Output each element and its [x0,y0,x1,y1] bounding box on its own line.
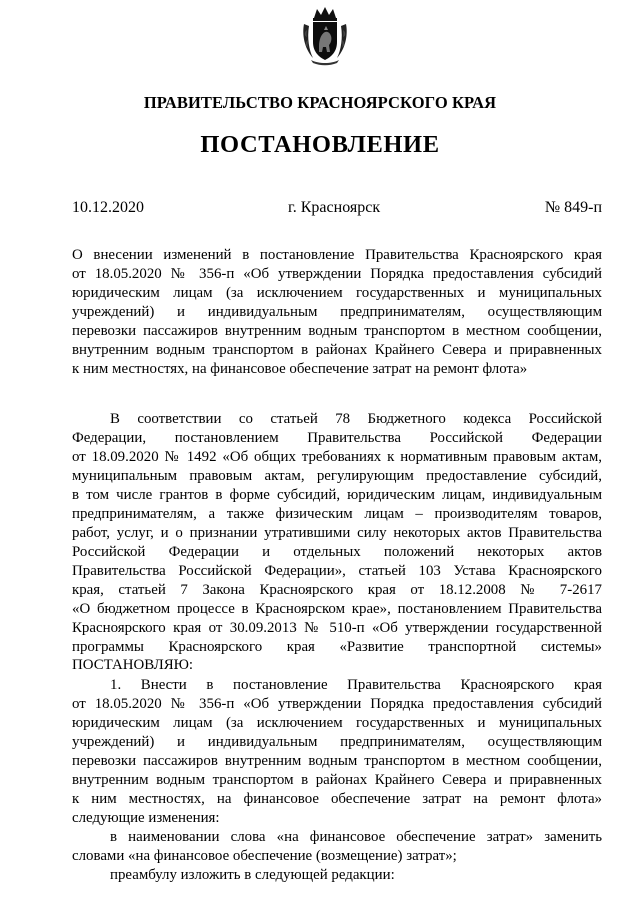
preamble-line: программы Красноярского края «Развитие транспортной системы» [72,639,602,655]
preamble-line: предпринимателям, а также физическим лицам – производителям товаров, [72,506,602,522]
resolve-word: ПОСТАНОВЛЯЮ: [72,657,194,673]
preamble-line: края, статьей 7 Закона Красноярского края от 18.12.2008 № 7-2617 [72,582,602,598]
subject-line: к ним местностях, на финансовое обеспечение затрат на ремонт флота» [72,361,528,377]
item-line: учреждений) и индивидуальным предпринимателям, осуществляющим [72,734,602,750]
document-date: 10.12.2020 [72,199,144,216]
preamble-line: муниципальным правовым актам, регулирующим предоставление субсидий, [72,468,602,484]
document-city: г. Красноярск [288,199,381,216]
document-type: ПОСТАНОВЛЕНИЕ [200,131,440,158]
subject-line: юридическим лицам (за исключением государственных и муниципальных [72,285,602,301]
document-number: № 849-п [544,199,602,216]
change-line: в наименовании слова «на финансовое обеспечение затрат» заменить [110,829,602,845]
change-line: преамбулу изложить в следующей редакции: [110,867,395,883]
item-line: перевозки пассажиров внутренним водным транспортом в местном сообщении, [72,753,602,769]
item-line: от 18.05.2020 № 356-п «Об утверждении Порядка предоставления субсидий [72,696,602,712]
change-line: словами «на финансовое обеспечение (возмещение) затрат»; [72,848,457,864]
item-line: внутренним водным транспортом в районах Крайнего Севера и приравненных [72,772,602,788]
item-line: 1. Внести в постановление Правительства Красноярского края [110,677,602,693]
preamble-line: Российской Федерации и отдельных положений некоторых актов [72,544,602,560]
preamble-line: В соответствии со статьей 78 Бюджетного кодекса Российской [110,411,602,427]
subject-line: от 18.05.2020 № 356-п «Об утверждении Порядка предоставления субсидий [72,266,602,282]
item-line: следующие изменения: [72,810,220,826]
subject-line: внутренним водным транспортом в районах Крайнего Севера и приравненных [72,342,602,358]
subject-line: учреждений) и индивидуальным предпринимателям, осуществляющим [72,304,602,320]
preamble-line: работ, услуг, и о признании утратившими силу некоторых актов Правительства [72,525,602,541]
item-line: к ним местностях, на финансовое обеспечение затрат на ремонт флота» [72,791,602,807]
preamble-line: от 18.09.2020 № 1492 «Об общих требованиях к нормативным правовым актам, [72,449,602,465]
coat-of-arms-icon [301,6,349,66]
subject-line: О внесении изменений в постановление Правительства Красноярского края [72,247,602,263]
preamble-line: Федерации, постановлением Правительства Российской Федерации [72,430,602,446]
subject-line: перевозки пассажиров внутренним водным транспортом в местном сообщении, [72,323,602,339]
item-line: юридическим лицам (за исключением государственных и муниципальных [72,715,602,731]
document-meta [72,199,602,219]
government-name: ПРАВИТЕЛЬСТВО КРАСНОЯРСКОГО КРАЯ [143,93,497,112]
preamble-line: Красноярского края от 30.09.2013 № 510-п «Об утверждении государственной [72,620,602,636]
preamble-line: Правительства Российской Федерации», статьей 103 Устава Красноярского [72,563,602,579]
preamble-line: «О бюджетном процессе в Красноярском крае», постановлением Правительства [72,601,602,617]
preamble-line: в том числе грантов в форме субсидий, юридическим лицам, индивидуальным [72,487,602,503]
